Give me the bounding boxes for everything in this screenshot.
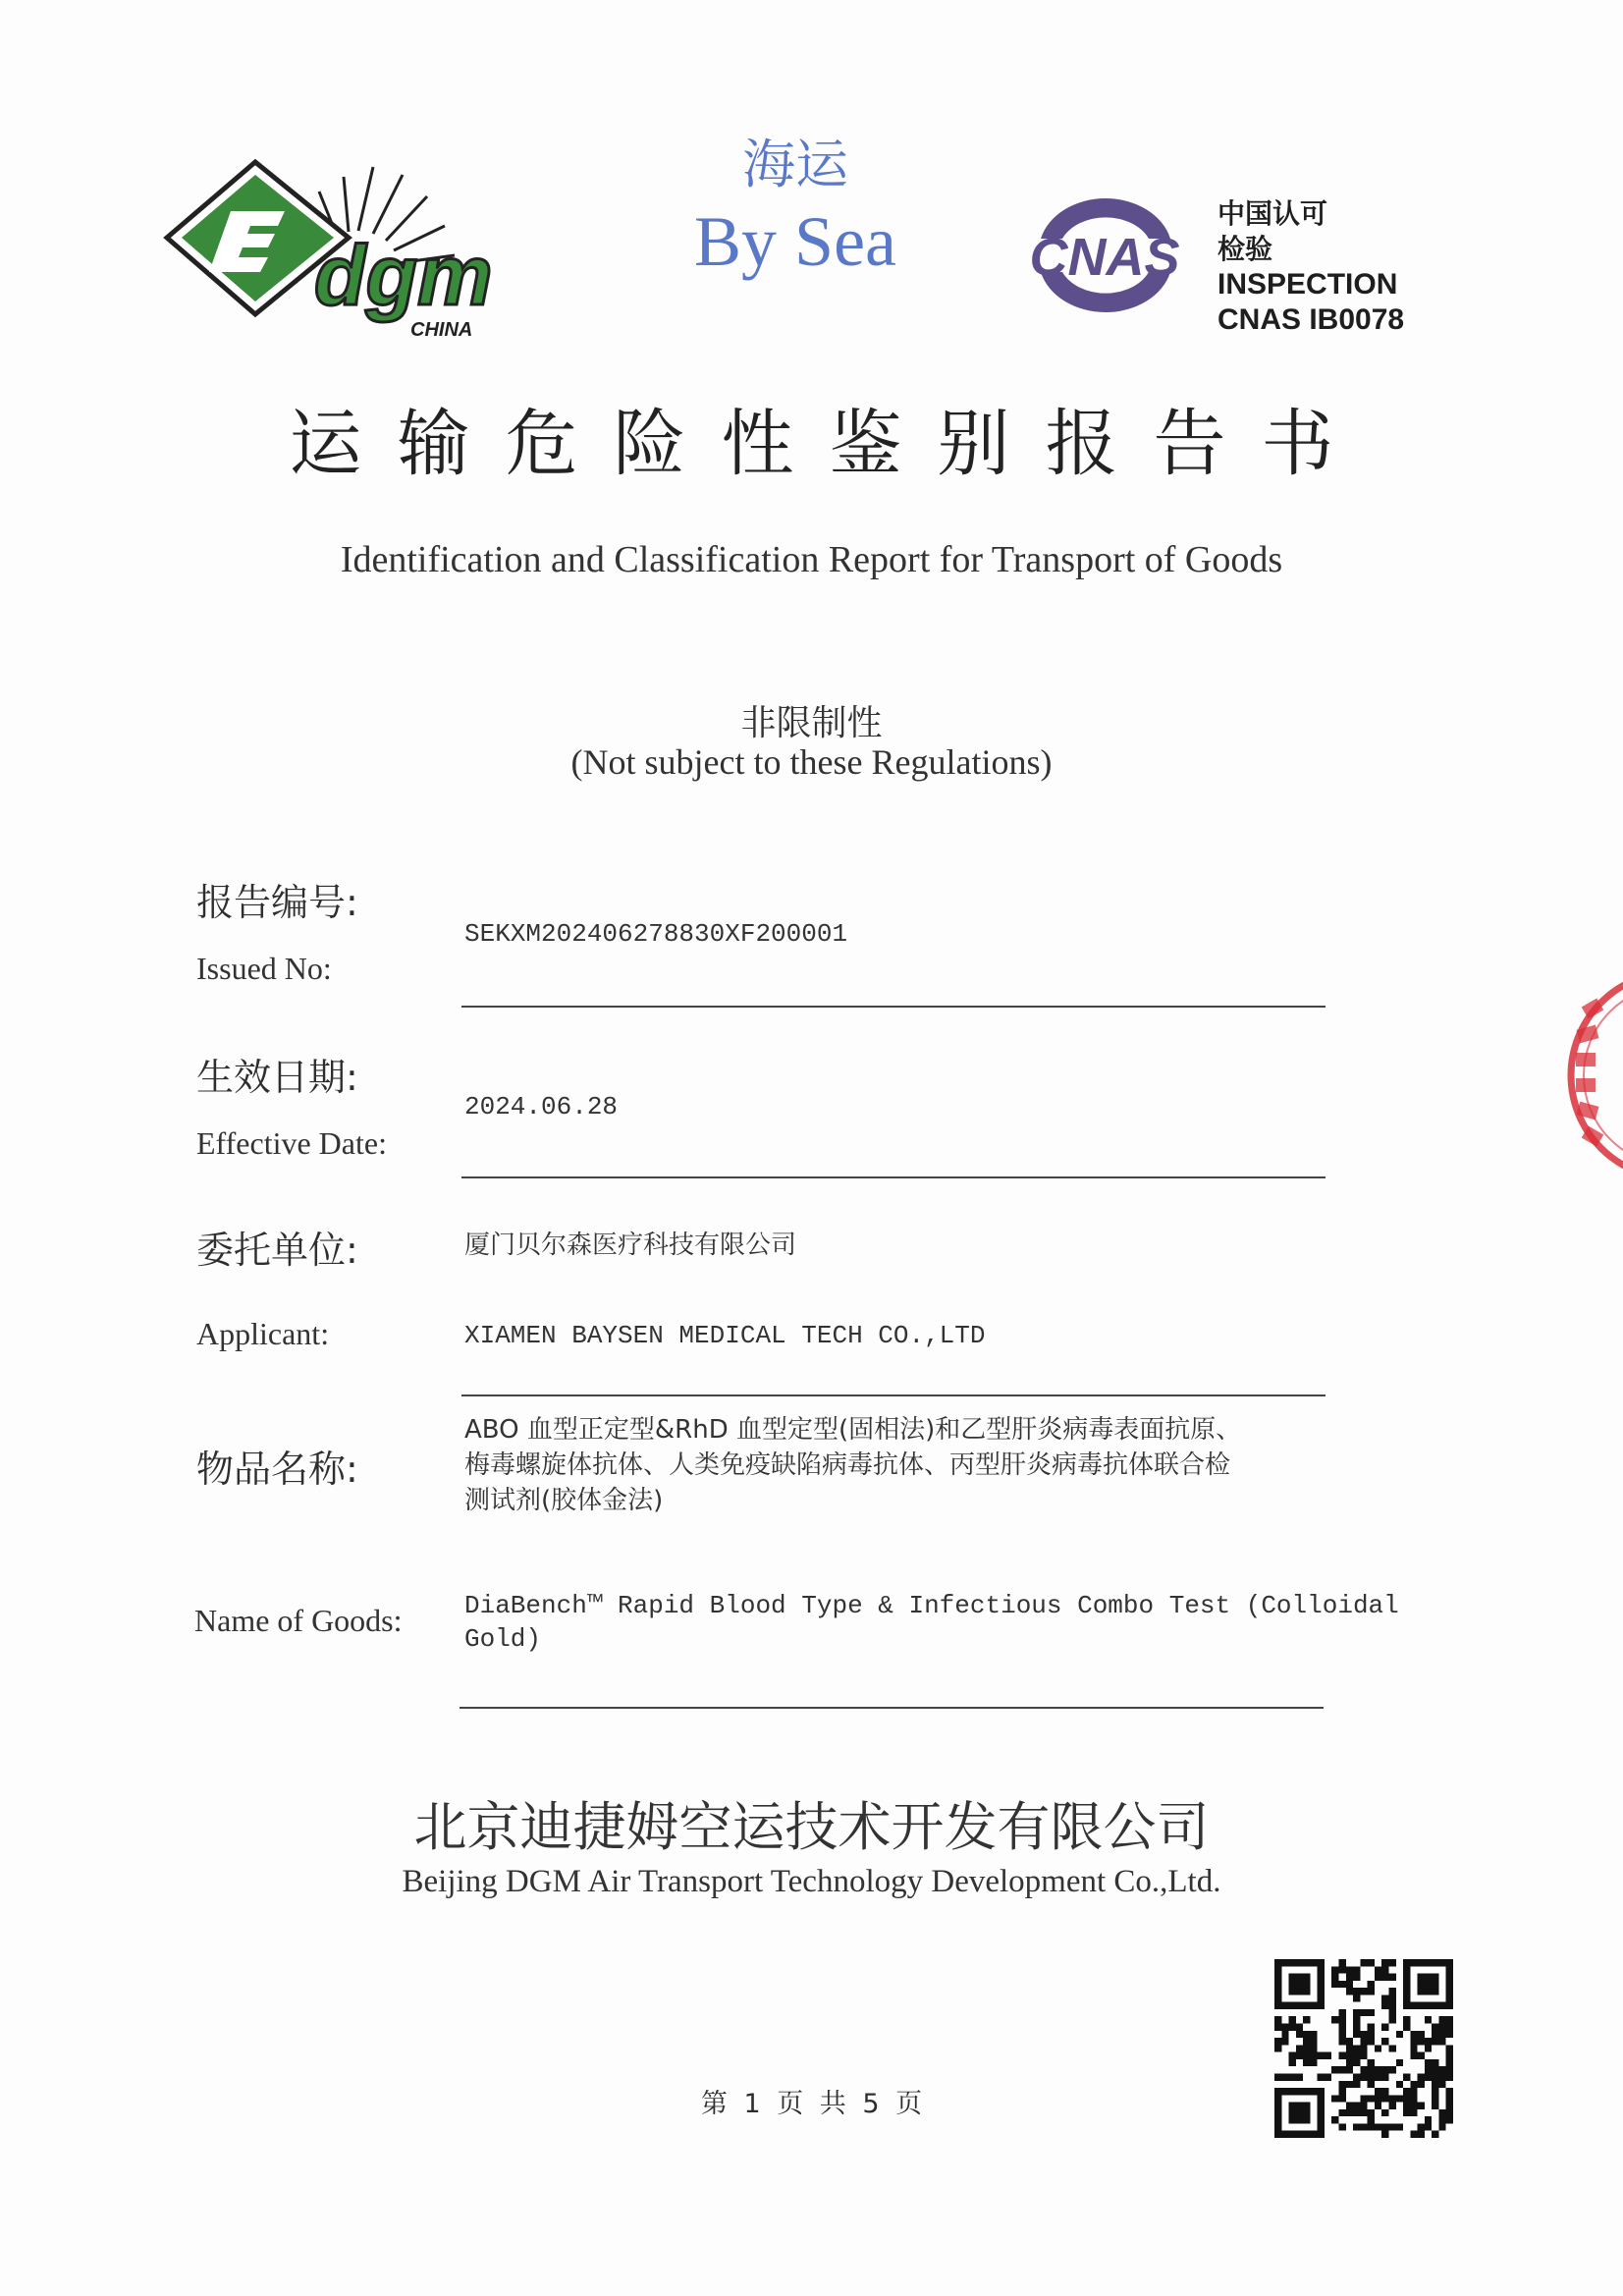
goods-label-cn: 物品名称: <box>196 1448 358 1491</box>
company-name-cn: 北京迪捷姆空运技术开发有限公司 <box>413 1796 1210 1858</box>
applicant-value-en: XIAMEN BAYSEN MEDICAL TECH CO.,LTD <box>464 1321 986 1350</box>
cnas-wordmark: CNAS <box>1029 228 1180 287</box>
classification-en: (Not subject to these Regulations) <box>570 742 1053 782</box>
goods-rule <box>460 1707 1324 1709</box>
effective-date-label-cn: 生效日期: <box>196 1056 358 1099</box>
effective-date-rule <box>461 1176 1325 1178</box>
cnas-line-4: CNAS IB0078 <box>1217 303 1405 336</box>
transport-mode-en: By Sea <box>694 202 896 281</box>
company-seal-stamp <box>1556 962 1623 1188</box>
cnas-logo <box>1011 182 1198 329</box>
dgm-wordmark: dgm <box>314 229 493 323</box>
goods-value-en-1: DiaBench™ Rapid Blood Type & Infectious Combo Test (Colloidal <box>464 1591 1399 1620</box>
applicant-value-cn: 厦门贝尔森医疗科技有限公司 <box>464 1230 797 1260</box>
classification-cn: 非限制性 <box>740 703 883 743</box>
applicant-label-en: Applicant: <box>196 1316 330 1351</box>
report-title-cn: 运输危险性鉴别报告书 <box>289 402 1370 486</box>
company-name-en: Beijing DGM Air Transport Technology Development Co.,Ltd. <box>402 1864 1221 1899</box>
dgm-country: CHINA <box>410 319 473 341</box>
dgm-logo <box>162 157 535 344</box>
goods-value-en-2: Gold) <box>464 1624 542 1654</box>
cnas-accreditation <box>1217 196 1473 338</box>
issued-no-label-en: Issued No: <box>196 951 332 986</box>
page-number: 第 1 页 共 5 页 <box>700 2089 923 2119</box>
applicant-label-cn: 委托单位: <box>196 1229 358 1272</box>
goods-value-cn-1: ABO 血型正定型&RhD 血型定型(固相法)和乙型肝炎病毒表面抗原、 <box>464 1415 1242 1445</box>
goods-value-cn-2: 梅毒螺旋体抗体、人类免疫缺陷病毒抗体、丙型肝炎病毒抗体联合检 <box>464 1450 1231 1480</box>
effective-date-value: 2024.06.28 <box>464 1092 619 1121</box>
issued-no-label-cn: 报告编号: <box>196 881 358 924</box>
cnas-line-2: 检验 <box>1217 234 1273 264</box>
cnas-line-1: 中国认可 <box>1217 198 1328 229</box>
report-title-en: Identification and Classification Report for Transport of Goods <box>340 539 1283 580</box>
goods-label-en: Name of Goods: <box>194 1603 403 1638</box>
applicant-rule <box>461 1394 1325 1396</box>
cnas-line-3: INSPECTION <box>1217 268 1398 301</box>
goods-value-cn-3: 测试剂(胶体金法) <box>464 1486 664 1515</box>
issued-no-rule <box>461 1006 1325 1008</box>
issued-no-value: SEKXM202406278830XF200001 <box>464 919 848 949</box>
transport-mode-cn: 海运 <box>742 134 848 195</box>
effective-date-label-en: Effective Date: <box>196 1125 387 1161</box>
